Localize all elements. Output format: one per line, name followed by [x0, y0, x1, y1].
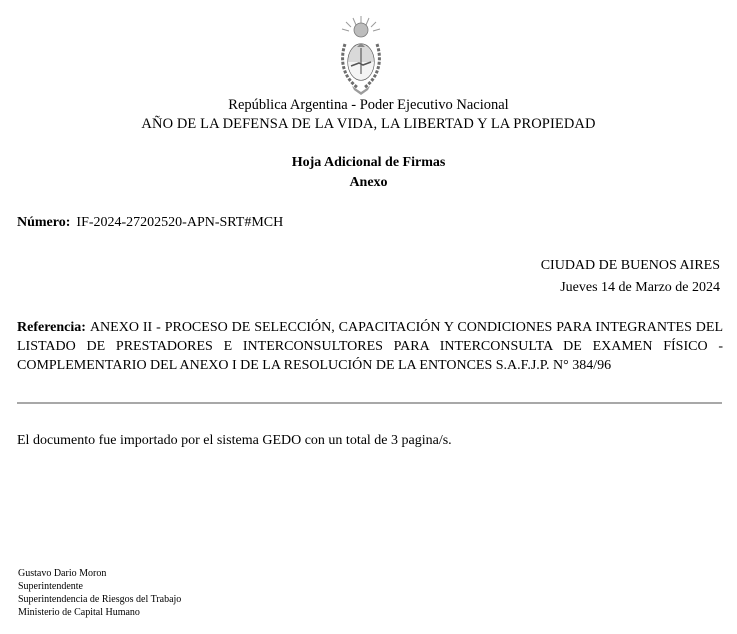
signature-block — [18, 567, 181, 619]
divider — [17, 402, 722, 404]
document-title: Hoja Adicional de Firmas — [291, 155, 446, 170]
document-subtitle: Anexo — [349, 175, 388, 190]
signer-organization: Superintendencia de Riesgos del Trabajo — [18, 594, 182, 605]
document-number — [17, 215, 283, 231]
reference — [17, 318, 723, 375]
document-date: Jueves 14 de Marzo de 2024 — [560, 280, 720, 295]
reference-text: ANEXO II - PROCESO DE SELECCIÓN, CAPACITACIÓN Y CONDICIONES PARA INTEGRANTES DEL LISTADO DE PRESTADORES E INTERCONSULTORES PARA INTERCONSULTA DE EXAMEN FÍSICO - COMPLEMENTARIO DEL ANEXO I DE LA RESOLUCIÓN DE LA ENTONCES S.A.F.J.P. N° 384/96 — [17, 320, 723, 373]
header-line-2: AÑO DE LA DEFENSA DE LA VIDA, LA LIBERTAD Y LA PROPIEDAD — [141, 116, 596, 132]
signer-role: Superintendente — [18, 581, 83, 592]
signer-name: Gustavo Dario Moron — [18, 568, 107, 579]
signer-ministry: Ministerio de Capital Humano — [18, 607, 140, 618]
document-number-label: Número: — [17, 215, 71, 230]
body-text: El documento fue importado por el sistema GEDO con un total de 3 pagina/s. — [17, 433, 452, 448]
argentina-coat-of-arms-icon — [338, 14, 384, 96]
document-number-value: IF-2024-27202520-APN-SRT#MCH — [76, 215, 284, 230]
location: CIUDAD DE BUENOS AIRES — [540, 258, 720, 273]
reference-label: Referencia: — [17, 320, 86, 335]
header-line-1: República Argentina - Poder Ejecutivo Nacional — [228, 97, 509, 113]
